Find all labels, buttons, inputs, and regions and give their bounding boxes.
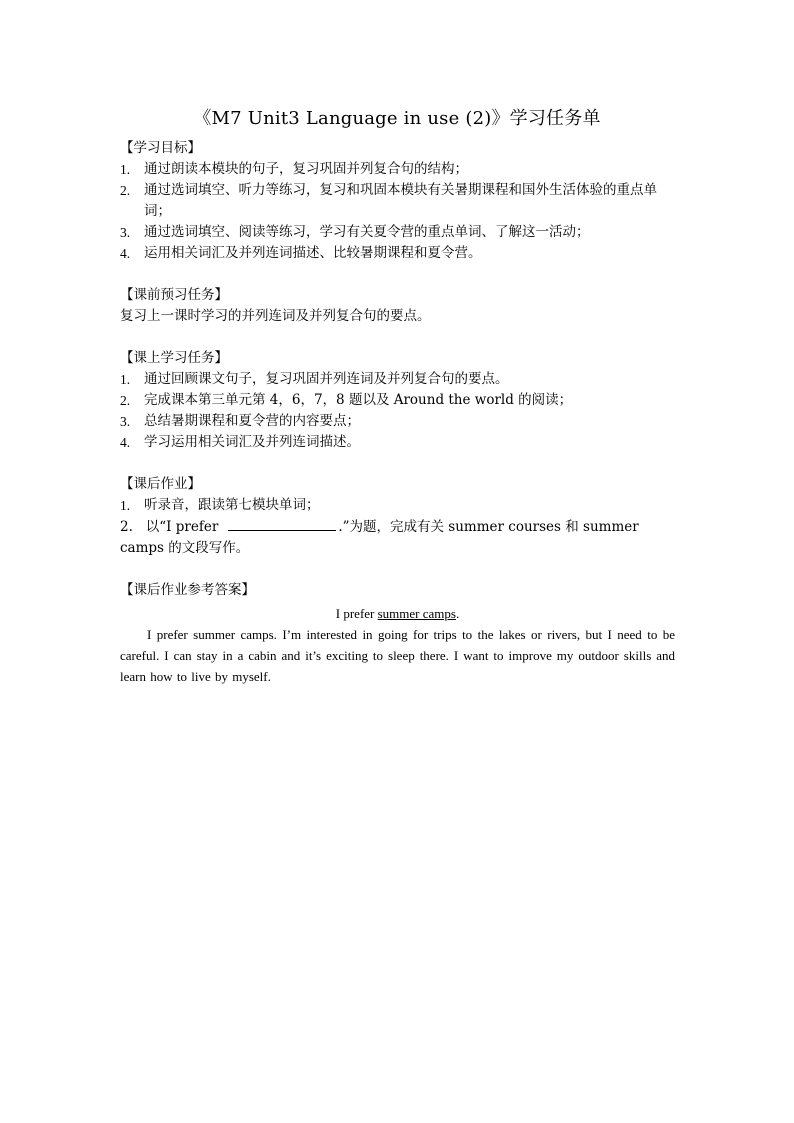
list-item <box>120 495 675 516</box>
item-text: 通过回顾课文句子，复习巩固并列连词及并列复合句的要点。 <box>144 371 509 387</box>
item-text: 通过朗读本模块的句子，复习巩固并列复合句的结构； <box>144 161 468 177</box>
section-heading-preview: 【课前预习任务】 <box>120 287 228 303</box>
item-number: 3. <box>120 414 131 429</box>
in-class-list <box>120 369 675 453</box>
spacer <box>120 453 675 474</box>
item-number: 1. <box>120 162 131 177</box>
item-text: 运用相关词汇及并列连词描述、比较暑期课程和夏令营。 <box>144 245 482 261</box>
section-heading-homework: 【课后作业】 <box>120 476 201 492</box>
item-text: 听录音，跟读第七模块单词； <box>144 497 320 513</box>
list-item <box>120 411 675 432</box>
preview-text: 复习上一课时学习的并列连词及并列复合句的要点。 <box>120 308 431 324</box>
document-title: 《M7 Unit3 Language in use (2)》学习任务单 <box>193 108 601 129</box>
answer-title-prefix: I prefer <box>335 606 378 621</box>
homework-item-2 <box>120 516 675 559</box>
item-text: 总结暑期课程和夏令营的内容要点； <box>144 413 360 429</box>
list-item <box>120 159 675 180</box>
item-number: 1. <box>120 372 131 387</box>
list-item <box>120 390 675 411</box>
item-number: 2. <box>120 393 131 408</box>
item-number: 2. <box>120 519 133 535</box>
spacer <box>120 327 675 348</box>
item-text-after: .”为题，完成有关 summer courses 和 summer camps 的文段写作。 <box>120 519 639 556</box>
item-text: 完成课本第三单元第 4，6，7，8 题以及 Around the world 的阅读； <box>144 392 573 408</box>
section-heading-objectives: 【学习目标】 <box>120 140 201 156</box>
item-text: 通过选词填空、听力等练习，复习和巩固本模块有关暑期课程和国外生活体验的重点单词； <box>144 182 657 219</box>
item-number: 4. <box>120 246 131 261</box>
item-text: 学习运用相关词汇及并列连词描述。 <box>144 434 360 450</box>
document-body <box>120 138 675 687</box>
answer-essay: I prefer summer camps. I’m interested in going for trips to the lakes or rivers, but I need to be careful. I can stay in a cabin and it’s exciting to sleep there. I want to improve my outdoor skills and learn how to live by myself. <box>120 627 675 684</box>
fill-in-blank <box>228 516 336 531</box>
list-item <box>120 369 675 390</box>
spacer <box>120 264 675 285</box>
item-number: 1. <box>120 498 131 513</box>
list-item <box>120 222 675 243</box>
list-item <box>120 432 675 453</box>
list-item <box>120 243 675 264</box>
objectives-list <box>120 159 675 264</box>
item-number: 4. <box>120 435 131 450</box>
spacer <box>120 559 675 580</box>
answer-title-suffix: . <box>455 606 460 621</box>
item-text: 通过选词填空、阅读等练习，学习有关夏令营的重点单词、了解这一活动； <box>144 224 590 240</box>
item-text-before: 以“I prefer <box>145 519 219 535</box>
item-number: 3. <box>120 225 131 240</box>
section-heading-in-class: 【课上学习任务】 <box>120 350 228 366</box>
answer-title-underlined: summer camps <box>377 606 456 621</box>
answer-title <box>120 603 675 624</box>
section-heading-answer: 【课后作业参考答案】 <box>120 582 255 598</box>
item-number: 2. <box>120 183 131 198</box>
list-item <box>120 180 675 222</box>
homework-list <box>120 495 675 516</box>
